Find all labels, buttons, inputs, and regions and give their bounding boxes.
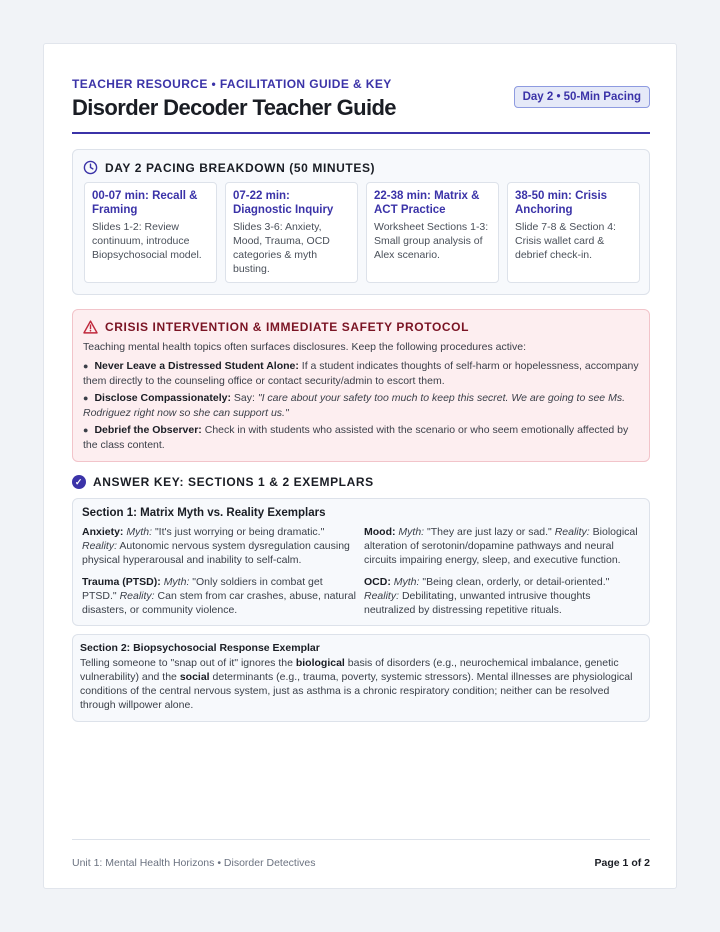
pacing-cards [84, 182, 640, 283]
reality-label: Reality: [554, 526, 590, 538]
section1-title: Section 1: Matrix Myth vs. Reality Exemplars [82, 507, 326, 519]
body-text: Telling someone to "snap out of it" ignores the [80, 657, 293, 669]
reality-text: Can stem from car crashes, abuse, natural disasters, or community violence. [82, 590, 356, 616]
crisis-list [83, 359, 639, 452]
section2-panel [72, 634, 650, 722]
myth-label: Myth: [393, 576, 420, 588]
section2-body [80, 656, 642, 712]
reality-label: Reality: [364, 590, 400, 602]
myth-entry [364, 525, 639, 567]
bullet-icon: ● [83, 393, 89, 403]
footer-unit: Unit 1: Mental Health Horizons • Disorder Detectives [72, 857, 316, 869]
section2-title: Section 2: Biopsychosocial Response Exemplar [80, 642, 320, 654]
body-text: basis of disorders (e.g., neurochemical imbalance, genetic vulnerability) and the [80, 657, 619, 683]
eyebrow: TEACHER RESOURCE • FACILITATION GUIDE & KEY [72, 77, 392, 91]
reality-label: Reality: [119, 590, 155, 602]
item-text: If a student indicates thoughts of self-harm or hopelessness, accompany them directly to the counseling office or contact security/admin to escort them. [83, 360, 639, 387]
footer [72, 839, 650, 869]
entry-name: Mood: [364, 526, 396, 538]
warning-icon [83, 320, 98, 334]
list-item [83, 423, 639, 452]
myth-entry [82, 575, 357, 617]
item-text: Check in with students who assisted with the scenario or who seem emotionally affected by the class content. [83, 424, 629, 451]
page [43, 43, 677, 889]
item-text: Say: [233, 392, 255, 404]
clock-icon [83, 160, 98, 175]
entry-name: Trauma (PTSD): [82, 576, 161, 588]
pacing-card-desc: Slides 1-2: Review continuum, introduce Biopsychosocial model. [92, 221, 202, 261]
myth-label: Myth: [398, 526, 425, 538]
bullet-icon: ● [83, 361, 89, 371]
page-title: Disorder Decoder Teacher Guide [72, 95, 396, 120]
reality-label: Reality: [82, 540, 118, 552]
item-label: Debrief the Observer: [94, 424, 202, 436]
list-item [83, 359, 639, 388]
pacing-heading-row [83, 160, 375, 175]
myth-label: Myth: [163, 576, 190, 588]
answer-key-heading: ANSWER KEY: SECTIONS 1 & 2 EXEMPLARS [93, 475, 374, 489]
pacing-card-desc: Worksheet Sections 1-3: Small group analysis of Alex scenario. [374, 221, 489, 261]
page-number: Page 1 of 2 [594, 857, 650, 869]
bullet-icon: ● [83, 425, 89, 435]
myth-label: Myth: [126, 526, 153, 538]
body-emphasis: biological [295, 657, 345, 669]
crisis-intro: Teaching mental health topics often surfaces disclosures. Keep the following procedures active: [83, 341, 526, 353]
pacing-card-title: 07-22 min: Diagnostic Inquiry [233, 190, 334, 216]
pacing-heading: DAY 2 PACING BREAKDOWN (50 MINUTES) [105, 160, 376, 175]
body-emphasis: social [179, 671, 210, 683]
myth-text: "Only soldiers in combat get PTSD." [82, 576, 323, 602]
reality-text: Debilitating, unwanted intrusive thoughts neutralized by distressing repetitive rituals. [364, 590, 591, 616]
item-label: Never Leave a Distressed Student Alone: [94, 360, 299, 372]
pacing-panel [72, 149, 650, 295]
list-item [83, 391, 639, 420]
section1-panel [72, 498, 650, 626]
myth-entry [364, 575, 639, 617]
entry-name: Anxiety: [82, 526, 124, 538]
item-label: Disclose Compassionately: [94, 392, 231, 404]
pacing-card [225, 182, 358, 283]
item-quote: "I care about your safety too much to keep this secret. We are going to see Ms. Rodriguez right now so she can support us." [83, 392, 625, 419]
pacing-card-title: 00-07 min: Recall & Framing [92, 190, 198, 216]
pacing-card-title: 22-38 min: Matrix & ACT Practice [374, 190, 480, 216]
crisis-heading-row [83, 320, 639, 334]
reality-text: Autonomic nervous system dysregulation causing physical hyperarousal and inability to self-calm. [82, 540, 350, 566]
answer-key-heading-row [72, 475, 374, 489]
myth-text: "Being clean, orderly, or detail-oriented." [422, 576, 610, 588]
myth-text: "They are just lazy or sad." [427, 526, 552, 538]
crisis-heading: CRISIS INTERVENTION & IMMEDIATE SAFETY PROTOCOL [105, 320, 470, 334]
pacing-card [507, 182, 640, 283]
pacing-badge: Day 2 • 50-Min Pacing [514, 86, 650, 108]
header [72, 77, 650, 134]
crisis-panel [72, 309, 650, 462]
myth-text: "It's just worrying or being dramatic." [154, 526, 325, 538]
entry-name: OCD: [364, 576, 391, 588]
pacing-card-desc: Slide 7-8 & Section 4: Crisis wallet card & debrief check-in. [515, 221, 616, 261]
reality-text: Biological alteration of serotonin/dopamine pathways and neural circuits impairing energy, sleep, and executive function. [364, 526, 638, 566]
pacing-card-desc: Slides 3-6: Anxiety, Mood, Trauma, OCD categories & myth busting. [233, 221, 330, 275]
myth-entry [82, 525, 357, 567]
pacing-card-title: 38-50 min: Crisis Anchoring [515, 190, 608, 216]
pacing-card [84, 182, 217, 283]
check-circle-icon: ✓ [72, 475, 86, 489]
pacing-card [366, 182, 499, 283]
body-text: determinants (e.g., trauma, poverty, systemic stressors). Mental illnesses are physiological conditions of the central nervous system, just as asthma is a chronic respiratory condition; neither can be resolved through willpower alone. [80, 671, 633, 711]
